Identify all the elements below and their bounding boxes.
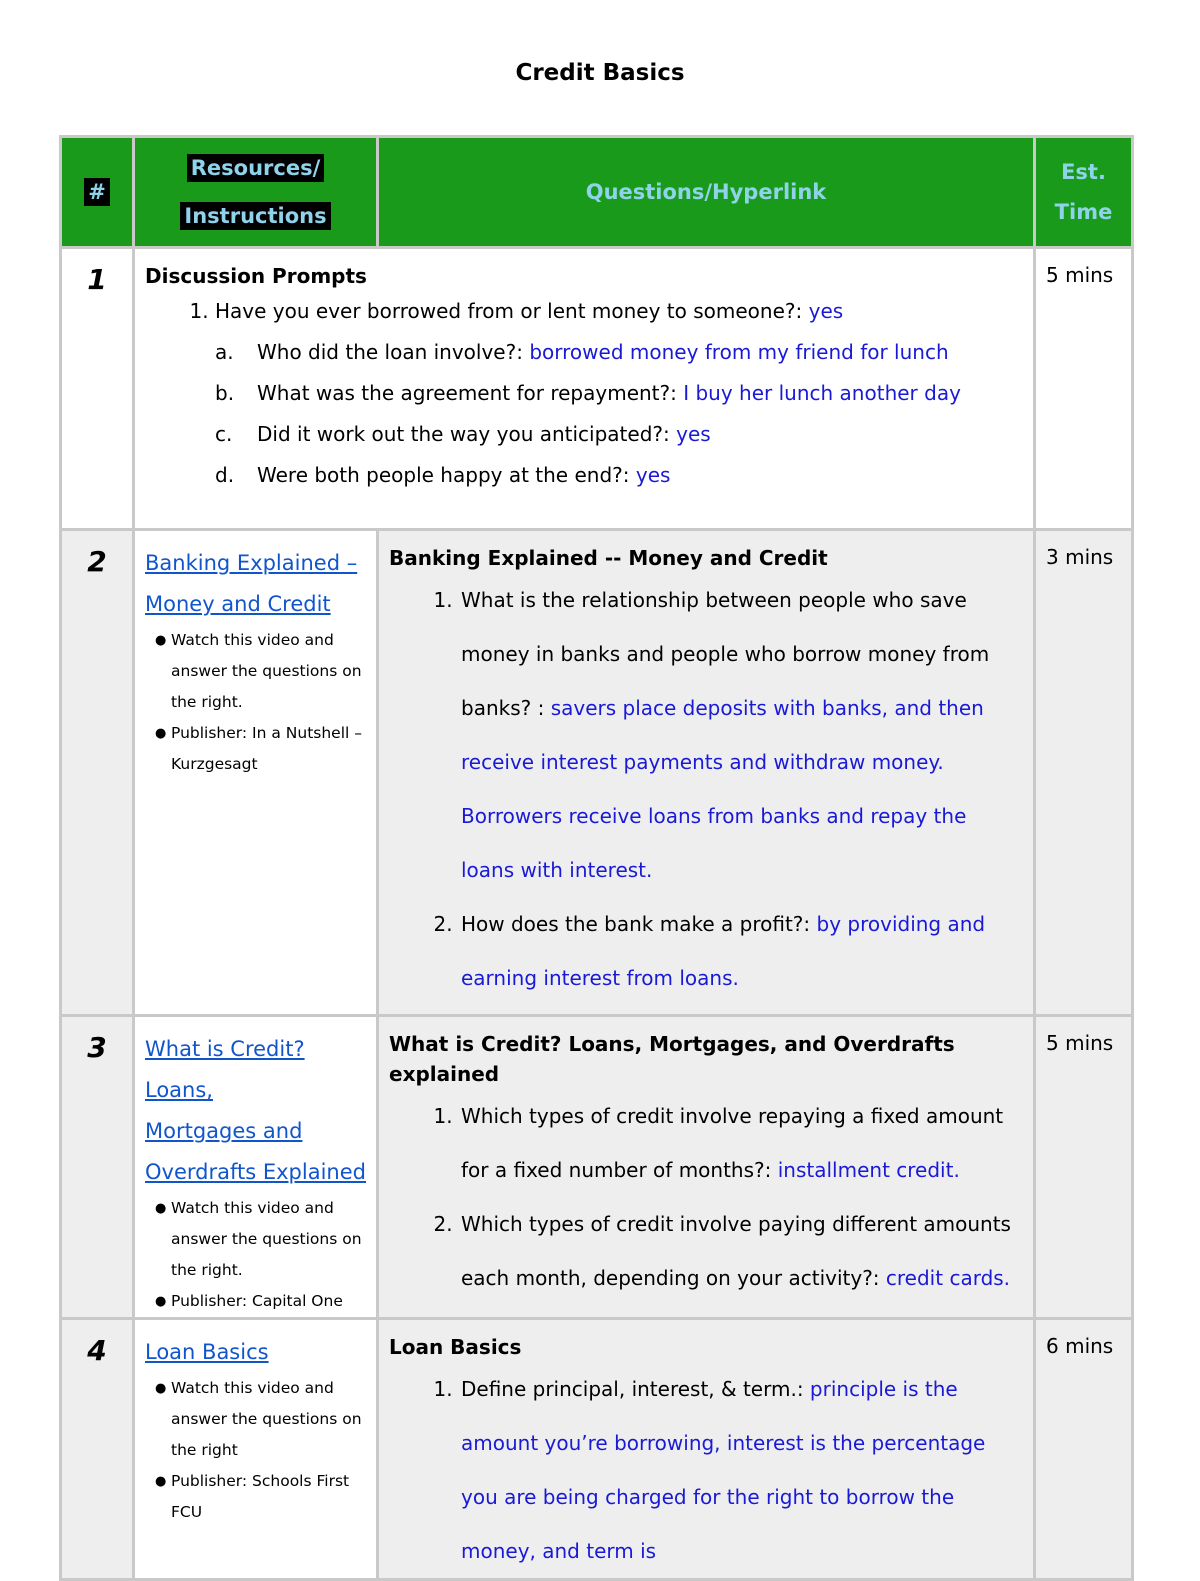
list-item: ● Publisher: Capital One <box>155 1286 366 1317</box>
list-item: 1. Which types of credit involve repaying a fixed amount for a fixed number of months?: installment credit. <box>459 1089 1023 1197</box>
table-row <box>61 530 1133 1016</box>
row-number: 2 <box>61 530 134 1016</box>
list-item: b. What was the agreement for repayment?: I buy her lunch another day <box>215 381 961 405</box>
list-item: c. Did it work out the way you anticipated?: yes <box>215 422 711 446</box>
row-number: 3 <box>61 1016 134 1319</box>
list-item: 1. Have you ever borrowed from or lent money to someone?: yes a. Who did the loan involve?: borrowed money from my friend for lunch b. What was the agreement for repayment?: I buy her lunch another day c. Did it work out the way you anticipated?: yes d. Were both people happy at the end?: yes <box>215 291 1023 496</box>
list-item: 2. Which types of credit involve paying different amounts each month, depending on your activity?: credit cards. <box>459 1197 1023 1305</box>
video-link-banking[interactable]: Banking Explained – Money and Credit <box>145 551 358 616</box>
table-row <box>61 1319 1133 1580</box>
list-item: 2. How does the bank make a profit?: by providing and earning interest from loans. <box>459 897 1023 1005</box>
row-time: 6 mins <box>1035 1319 1133 1580</box>
video-link-loan-basics[interactable]: Loan Basics <box>145 1340 269 1364</box>
resource-cell <box>134 1016 378 1319</box>
video-link-credit[interactable]: What is Credit? Loans, Mortgages and Overdrafts Explained <box>145 1037 366 1184</box>
list-item: 1. What is the relationship between people who save money in banks and people who borrow money from banks? : savers place deposits with banks, and then receive interest payments and withdraw money. Borrowers receive loans from banks and repay the loans with interest. <box>459 573 1023 897</box>
header-time: Est. Time <box>1035 137 1133 248</box>
list-item: a. Who did the loan involve?: borrowed money from my friend for lunch <box>215 340 949 364</box>
header-questions: Questions/Hyperlink <box>378 137 1035 248</box>
list-item: d. Were both people happy at the end?: yes <box>215 463 671 487</box>
questions-cell <box>378 530 1035 1016</box>
questions-cell <box>378 1319 1035 1580</box>
table-header-row <box>61 137 1133 248</box>
list-item: ● Watch this video and answer the questions on the right. <box>155 625 366 718</box>
row-heading: What is Credit? Loans, Mortgages, and Overdrafts explained <box>389 1032 955 1086</box>
header-number: # <box>61 137 134 248</box>
header-resources: Resources/ Instructions <box>134 137 378 248</box>
table-row <box>61 1016 1133 1319</box>
row-heading: Loan Basics <box>389 1335 522 1359</box>
list-item: ● Publisher: Schools First FCU <box>155 1466 366 1528</box>
discussion-cell <box>134 248 1035 530</box>
page-title: Credit Basics <box>515 60 685 86</box>
resource-cell <box>134 1319 378 1580</box>
row-time: 3 mins <box>1035 530 1133 1016</box>
row-heading: Discussion Prompts <box>145 264 367 288</box>
row-time: 5 mins <box>1035 1016 1133 1319</box>
table-row <box>61 248 1133 530</box>
lesson-table <box>59 135 1134 1581</box>
list-item: ● Publisher: In a Nutshell – Kurzgesagt <box>155 718 366 780</box>
list-item: 1. Define principal, interest, & term.: principle is the amount you’re borrowing, interest is the percentage you are being charged for the right to borrow the money, and term is <box>459 1362 1023 1578</box>
row-time: 5 mins <box>1035 248 1133 530</box>
resource-cell <box>134 530 378 1016</box>
list-item: ● Watch this video and answer the questions on the right. <box>155 1193 366 1286</box>
row-number: 1 <box>61 248 134 530</box>
row-number: 4 <box>61 1319 134 1580</box>
list-item: ● Watch this video and answer the questions on the right <box>155 1373 366 1466</box>
questions-cell <box>378 1016 1035 1319</box>
row-heading: Banking Explained -- Money and Credit <box>389 546 828 570</box>
